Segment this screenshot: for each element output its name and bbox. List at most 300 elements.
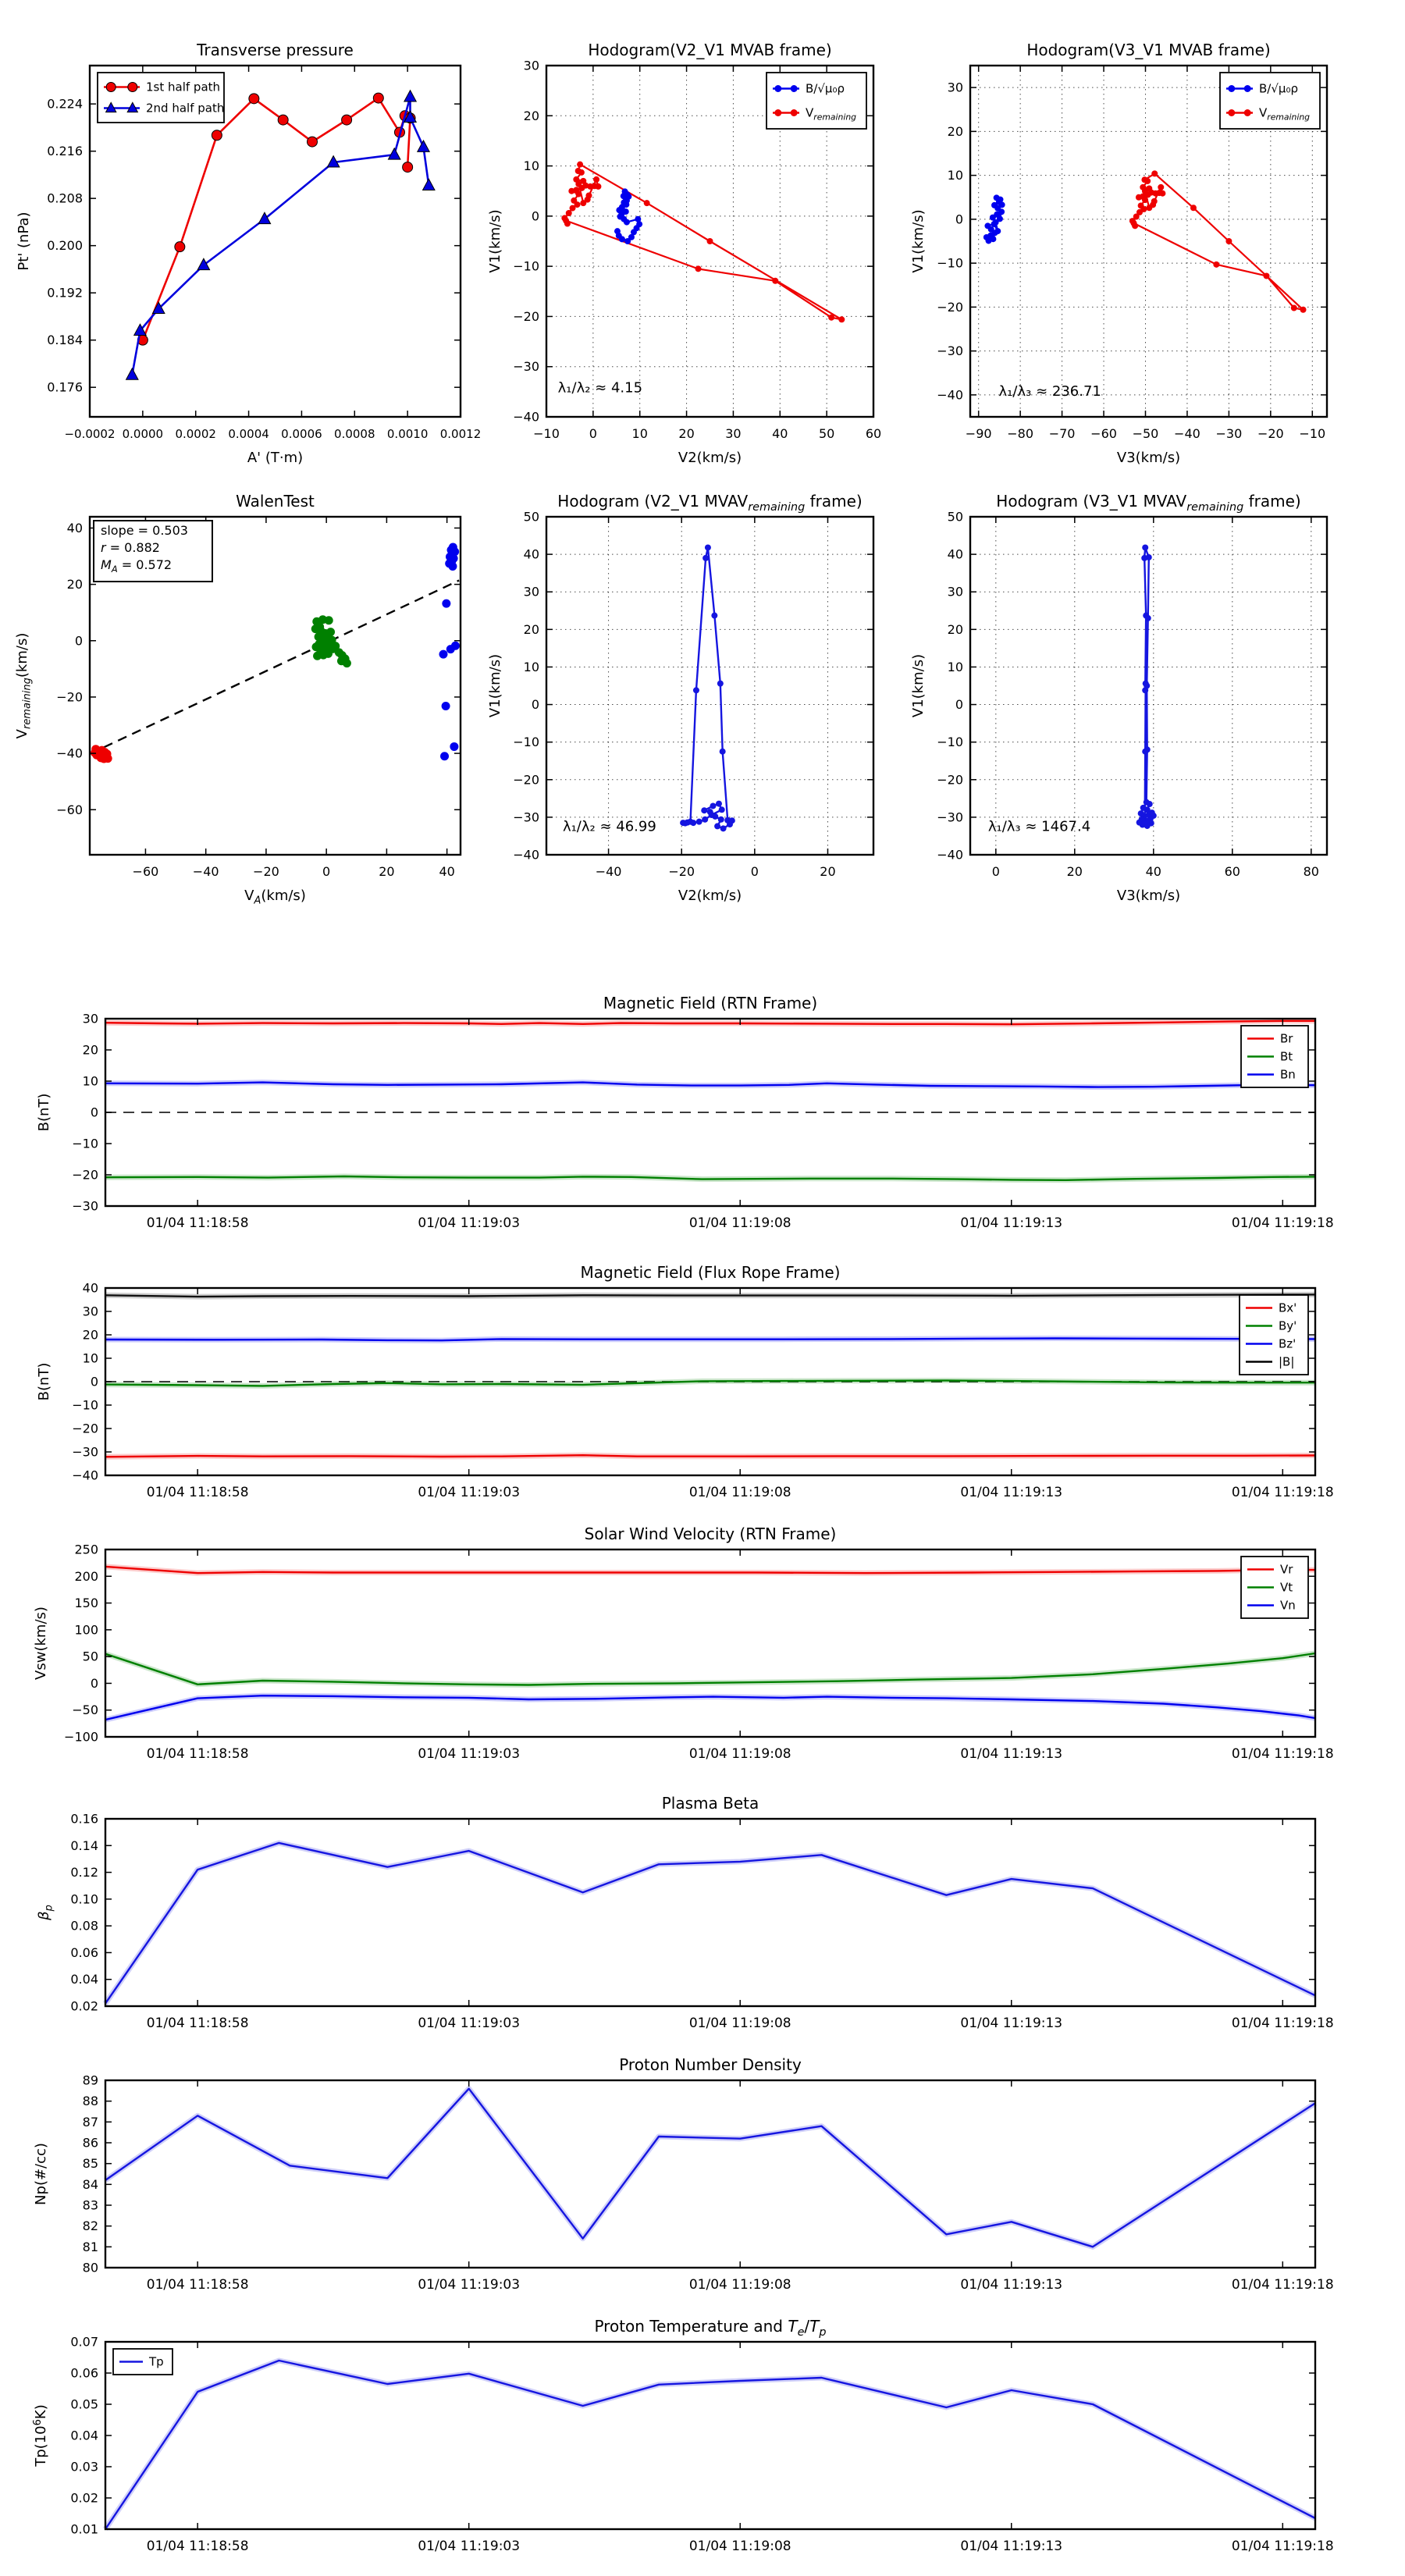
y-tick-label: 200: [74, 1568, 98, 1584]
series-last-cluster: [439, 543, 459, 760]
x-tick-label: 01/04 11:18:58: [146, 2016, 249, 2031]
y-tick-label: 10: [82, 1350, 98, 1366]
series-line: [143, 98, 411, 340]
circle-marker: [104, 754, 112, 763]
circle-marker: [711, 613, 717, 619]
circle-marker: [1146, 186, 1152, 192]
x-tick-label: 01/04 11:19:18: [1231, 1215, 1334, 1231]
x-tick-label: −90: [965, 426, 992, 441]
chart-b_fr: [36, 1263, 1334, 1500]
x-tick-label: −30: [1215, 426, 1243, 441]
circle-marker: [614, 228, 621, 234]
circle-marker: [624, 238, 631, 244]
series-proton-density: [105, 2089, 1315, 2247]
x-tick-label: 60: [865, 426, 882, 441]
circle-marker: [999, 201, 1005, 208]
circle-marker: [342, 115, 352, 125]
y-tick-label: 0.10: [70, 1891, 98, 1907]
circle-marker: [702, 555, 709, 561]
y-tick-label: 0.184: [47, 333, 83, 348]
y-tick-label: 150: [74, 1596, 98, 1611]
circle-marker: [1142, 544, 1148, 550]
x-axis-label: A' (T·m): [247, 450, 304, 466]
y-tick-label: 85: [82, 2156, 98, 2172]
series-Bz-prime: [105, 1339, 1315, 1341]
chart-title: Magnetic Field (Flux Rope Frame): [580, 1263, 841, 1282]
series-first-half: [137, 93, 415, 345]
circle-marker: [439, 650, 447, 659]
y-tick-label: 0: [90, 1675, 98, 1691]
y-tick-label: 86: [82, 2135, 98, 2151]
x-tick-label: 40: [1145, 864, 1161, 879]
circle-marker: [448, 562, 457, 571]
circle-marker: [577, 162, 583, 168]
y-tick-label: −10: [72, 1136, 98, 1151]
circle-marker: [1138, 202, 1144, 208]
chart-vsw: [33, 1525, 1334, 1762]
chart-hod2: [487, 41, 881, 466]
x-tick-label: 0.0008: [334, 427, 375, 441]
series-line: [683, 548, 732, 829]
y-axis-label: $V_{remaining}(km/s)$: [14, 632, 34, 739]
circle-marker: [1291, 305, 1297, 311]
series-hodogram-path: [680, 544, 735, 831]
circle-marker: [693, 687, 699, 693]
circle-marker: [1263, 272, 1269, 279]
circle-marker: [791, 109, 798, 116]
x-axis: [147, 2080, 1334, 2293]
circle-marker: [1141, 821, 1147, 827]
x-tick-label: 01/04 11:19:18: [1231, 2016, 1334, 2031]
x-tick-label: −0.0002: [64, 427, 116, 441]
x-axis-label: V2(km/s): [678, 888, 742, 904]
chart-title: Magnetic Field (RTN Frame): [603, 994, 818, 1012]
y-tick-label: 0: [74, 633, 83, 649]
y-tick-label: −30: [937, 343, 963, 359]
series-Vt: [105, 1653, 1315, 1685]
x-tick-label: 01/04 11:19:08: [688, 2016, 791, 2031]
circle-marker: [1131, 220, 1137, 226]
x-tick-label: 0: [750, 864, 759, 879]
y-axis-label: Pt' (nPa): [16, 212, 32, 271]
legend: [98, 73, 224, 123]
y-axis-label: Np(#/cc): [33, 2143, 49, 2205]
y-tick-label: 30: [82, 1304, 98, 1319]
y-axis-label: V1(km/s): [910, 209, 927, 273]
circle-marker: [308, 137, 318, 147]
y-tick-label: −20: [513, 308, 539, 324]
circle-marker: [593, 176, 599, 183]
x-tick-label: 01/04 11:19:08: [688, 1746, 791, 1762]
y-tick-label: 0: [955, 212, 963, 227]
circle-marker: [128, 83, 137, 92]
x-axis: [147, 2342, 1334, 2554]
circle-marker: [1213, 262, 1219, 268]
circle-marker: [566, 210, 572, 216]
circle-marker: [249, 94, 259, 104]
legend-label: Bx': [1279, 1300, 1297, 1315]
x-tick-label: 40: [439, 864, 455, 879]
y-tick-label: 0.04: [70, 1972, 98, 1987]
x-tick-label: −20: [1257, 426, 1284, 441]
y-tick-label: 40: [66, 520, 83, 535]
circle-marker: [442, 702, 450, 710]
y-tick-label: 30: [82, 1011, 98, 1026]
x-tick-label: 20: [678, 426, 695, 441]
y-tick-label: 10: [82, 1073, 98, 1089]
circle-marker: [994, 194, 1000, 201]
y-tick-label: −20: [72, 1421, 98, 1436]
circle-marker: [791, 85, 798, 92]
y-tick-label: 20: [82, 1327, 98, 1343]
x-tick-label: −20: [253, 864, 279, 879]
y-tick-label: 100: [74, 1622, 98, 1638]
y-axis: [513, 510, 873, 863]
y-tick-label: −40: [72, 1468, 98, 1483]
circle-marker: [580, 178, 586, 184]
chart-walen: [14, 492, 461, 907]
stats-line: r = 0.882: [101, 540, 160, 555]
circle-marker: [828, 315, 834, 321]
x-tick-label: 01/04 11:19:18: [1231, 2277, 1334, 2293]
circle-marker: [774, 85, 781, 92]
x-tick-label: 01/04 11:19:13: [960, 1215, 1063, 1231]
series-Br: [105, 1021, 1315, 1024]
y-tick-label: 20: [523, 621, 539, 637]
triangle-marker: [423, 179, 435, 190]
y-tick-label: −10: [513, 258, 539, 274]
y-tick-label: −40: [56, 745, 83, 761]
y-tick-label: 50: [523, 509, 539, 525]
legend-label: Bt: [1280, 1049, 1293, 1064]
series-Vr: [105, 1567, 1315, 1573]
y-tick-label: 40: [82, 1280, 98, 1296]
circle-marker: [1145, 615, 1151, 621]
y-axis: [70, 1812, 1315, 2014]
circle-marker: [707, 238, 713, 244]
x-tick-label: 01/04 11:19:18: [1231, 1746, 1334, 1762]
line-glow: [105, 1843, 1315, 2004]
y-tick-label: 250: [74, 1542, 98, 1557]
circle-marker: [575, 168, 582, 174]
x-axis-label: $V_A(km/s)$: [244, 888, 306, 907]
circle-marker: [705, 544, 711, 550]
y-tick-label: −40: [513, 409, 539, 425]
lambda-annotation: λ₁/λ₃ ≈ 1467.4: [987, 818, 1091, 835]
circle-marker: [595, 183, 601, 190]
y-tick-label: 87: [82, 2114, 98, 2129]
y-tick-label: −30: [72, 1198, 98, 1214]
x-tick-label: 0.0012: [439, 427, 482, 441]
circle-marker: [278, 115, 288, 125]
series-Bn: [105, 1083, 1315, 1087]
y-tick-label: 30: [523, 584, 539, 600]
y-tick-label: 10: [523, 158, 539, 174]
circle-marker: [727, 821, 733, 827]
circle-marker: [1151, 170, 1158, 176]
legend-label: Bz': [1279, 1336, 1297, 1351]
x-tick-label: 40: [772, 426, 788, 441]
y-tick-label: 20: [66, 577, 83, 592]
circle-marker: [696, 819, 702, 825]
x-tick-label: 01/04 11:18:58: [146, 2277, 249, 2293]
circle-marker: [716, 801, 722, 807]
y-tick-label: 0.176: [47, 379, 83, 395]
y-tick-label: 83: [82, 2197, 98, 2213]
x-tick-label: −40: [192, 864, 219, 879]
chart-title: Transverse pressure: [197, 41, 354, 59]
y-tick-label: 20: [947, 621, 963, 637]
legend: [1241, 1557, 1308, 1618]
y-tick-label: 0.02: [70, 1998, 98, 2014]
x-tick-label: 20: [379, 864, 395, 879]
circle-marker: [644, 200, 650, 206]
circle-marker: [325, 616, 333, 624]
circle-marker: [994, 228, 1001, 234]
y-tick-label: 20: [947, 123, 963, 139]
lambda-annotation: λ₁/λ₃ ≈ 236.71: [998, 383, 1101, 400]
legend: [767, 73, 866, 129]
y-tick-label: −20: [72, 1167, 98, 1183]
y-tick-label: 0: [90, 1374, 98, 1389]
x-tick-label: 01/04 11:19:08: [688, 1215, 791, 1231]
x-tick-label: 01/04 11:19:03: [418, 1485, 521, 1500]
x-tick-label: −10: [1299, 426, 1326, 441]
circle-marker: [702, 817, 708, 823]
triangle-marker: [126, 368, 138, 379]
circle-marker: [1159, 190, 1165, 197]
circle-marker: [440, 752, 449, 760]
y-tick-label: 10: [947, 659, 963, 674]
x-tick-label: 01/04 11:18:58: [146, 2539, 249, 2554]
y-tick-label: 0.192: [47, 285, 83, 301]
legend-label: By': [1279, 1318, 1297, 1333]
circle-marker: [450, 742, 458, 751]
circle-marker: [1146, 554, 1152, 560]
series-line: [105, 1455, 1315, 1457]
circle-marker: [573, 187, 579, 193]
legend-label: Bn: [1280, 1067, 1296, 1082]
chart-beta: [36, 1794, 1334, 2031]
y-axis-label: $Tp(10^6K)$: [31, 2404, 49, 2467]
circle-marker: [719, 806, 725, 813]
legend-label: Vn: [1280, 1598, 1296, 1613]
x-tick-label: 01/04 11:18:58: [146, 1746, 249, 1762]
y-tick-label: 0.216: [47, 144, 83, 159]
chart-title: WalenTest: [236, 492, 315, 511]
y-tick-label: −10: [72, 1397, 98, 1413]
y-tick-label: 40: [947, 546, 963, 562]
circle-marker: [98, 746, 106, 755]
y-tick-label: 84: [82, 2176, 98, 2192]
circle-marker: [331, 642, 340, 650]
y-axis-label: Vsw(km/s): [33, 1606, 49, 1680]
chart-title: Proton Number Density: [619, 2055, 802, 2074]
y-tick-label: −30: [513, 359, 539, 375]
y-tick-label: 0.06: [70, 1944, 98, 1960]
circle-marker: [175, 242, 185, 252]
y-tick-label: −20: [513, 772, 539, 788]
y-tick-label: 0.200: [47, 238, 83, 254]
circle-marker: [774, 109, 781, 116]
legend-label: 2nd half path: [146, 101, 225, 116]
circle-marker: [1190, 205, 1197, 211]
x-tick-label: 01/04 11:19:13: [960, 1485, 1063, 1500]
x-tick-label: 01/04 11:19:13: [960, 2539, 1063, 2554]
legend-label: Tp: [149, 2354, 164, 2369]
circle-marker: [714, 823, 720, 829]
y-tick-label: 0.12: [70, 1865, 98, 1880]
y-tick-label: 40: [523, 546, 539, 562]
y-tick-label: 10: [947, 168, 963, 183]
axes-frame: [105, 2080, 1315, 2268]
series-Vn: [105, 1695, 1315, 1720]
y-axis-label: V1(km/s): [487, 209, 503, 273]
x-tick-label: 30: [725, 426, 742, 441]
axes-frame: [105, 1550, 1315, 1737]
legend-label: |B|: [1279, 1354, 1295, 1369]
y-tick-label: 30: [523, 58, 539, 73]
circle-marker: [343, 659, 351, 667]
legend-label: Br: [1280, 1031, 1293, 1046]
chart-pressure: [16, 41, 481, 466]
legend-label: Vr: [1280, 1562, 1293, 1577]
chart-title: Hodogram (V3_V1 $MVAV_{remaining}$ frame): [996, 492, 1301, 514]
circle-marker: [710, 802, 716, 809]
y-tick-label: 0.14: [70, 1838, 98, 1853]
chart-hod5: [487, 492, 873, 904]
y-tick-label: 89: [82, 2073, 98, 2088]
legend: [1241, 1026, 1308, 1087]
legend-label: B/√μ₀ρ: [806, 81, 845, 96]
circle-marker: [720, 825, 727, 831]
x-tick-label: 20: [820, 864, 836, 879]
y-tick-label: 0: [955, 697, 963, 713]
circle-marker: [990, 236, 996, 242]
y-tick-label: 0.16: [70, 1811, 98, 1827]
y-tick-label: 80: [82, 2260, 98, 2275]
x-tick-label: 0: [991, 864, 1000, 879]
circle-marker: [1144, 746, 1151, 753]
x-tick-label: 01/04 11:18:58: [146, 1215, 249, 1231]
y-tick-label: 0.01: [70, 2521, 98, 2537]
y-tick-label: 30: [947, 80, 963, 95]
y-tick-label: 0.03: [70, 2459, 98, 2475]
x-axis-label: V3(km/s): [1116, 888, 1181, 904]
x-tick-label: −10: [533, 426, 560, 441]
legend-label: B/√μ₀ρ: [1259, 81, 1298, 96]
circle-marker: [1140, 184, 1146, 190]
circle-marker: [373, 93, 383, 103]
legend-label: $V_{remaining}$: [1259, 105, 1311, 123]
series-middle-cluster: [311, 615, 351, 667]
y-tick-label: −20: [937, 772, 963, 788]
triangle-marker: [404, 91, 416, 101]
circle-marker: [446, 645, 455, 653]
y-tick-label: 0.208: [47, 190, 83, 206]
y-tick-label: −40: [937, 387, 963, 403]
circle-marker: [1228, 109, 1235, 116]
x-tick-label: 0.0000: [122, 427, 164, 441]
x-tick-label: 50: [818, 426, 835, 441]
x-tick-label: 01/04 11:19:08: [688, 2539, 791, 2554]
y-tick-label: −30: [937, 809, 963, 825]
chart-hod6: [910, 492, 1327, 904]
x-tick-label: 0: [322, 864, 331, 879]
y-tick-label: 0.05: [70, 2396, 98, 2412]
series-proton-temperature: [105, 2361, 1315, 2529]
triangle-marker: [197, 258, 209, 269]
circle-marker: [701, 807, 707, 813]
y-tick-label: −100: [64, 1729, 98, 1745]
x-tick-label: 20: [1066, 864, 1083, 879]
y-tick-label: 0.06: [70, 2365, 98, 2381]
y-tick-label: −60: [56, 802, 83, 817]
y-tick-label: −20: [937, 299, 963, 315]
y-tick-label: −10: [937, 255, 963, 271]
circle-marker: [1147, 801, 1153, 807]
x-tick-label: 01/04 11:19:18: [1231, 1485, 1334, 1500]
circle-marker: [695, 265, 702, 272]
chart-title: Hodogram(V2_V1 MVAB frame): [588, 41, 832, 59]
x-tick-label: 10: [631, 426, 648, 441]
x-tick-label: −70: [1048, 426, 1076, 441]
x-axis: [147, 1550, 1334, 1762]
y-tick-label: −10: [513, 735, 539, 750]
circle-marker: [1225, 238, 1232, 244]
y-tick-label: −30: [513, 809, 539, 825]
x-tick-label: 80: [1303, 864, 1319, 879]
legend: [113, 2349, 173, 2375]
x-tick-label: 01/04 11:19:13: [960, 2277, 1063, 2293]
x-tick-label: 60: [1224, 864, 1240, 879]
series-line: [90, 581, 459, 754]
series-B-alfven: [984, 194, 1005, 244]
circle-marker: [403, 162, 413, 173]
series-V-remaining: [561, 162, 845, 323]
x-tick-label: −60: [132, 864, 159, 879]
x-tick-label: −60: [1090, 426, 1117, 441]
y-axis: [83, 2073, 1315, 2275]
legend: [1220, 73, 1320, 129]
legend-label: 1st half path: [146, 80, 221, 94]
circle-marker: [442, 600, 450, 608]
y-tick-label: 10: [523, 659, 539, 674]
y-tick-label: −20: [56, 689, 83, 705]
circle-marker: [709, 812, 715, 818]
chart-title: Hodogram(V3_V1 MVAB frame): [1026, 41, 1271, 59]
circle-marker: [1141, 176, 1147, 183]
series-Bt: [105, 1176, 1315, 1180]
circle-marker: [682, 820, 688, 827]
y-tick-label: 20: [82, 1042, 98, 1058]
chart-tp: [32, 2317, 1334, 2554]
y-tick-label: 50: [947, 509, 963, 525]
series-second-half: [126, 91, 435, 380]
y-tick-label: 30: [947, 584, 963, 600]
y-axis: [70, 2335, 1315, 2537]
x-tick-label: −20: [668, 864, 695, 879]
circle-marker: [573, 176, 579, 183]
x-tick-label: 0: [589, 426, 597, 441]
circle-marker: [1300, 307, 1307, 313]
circle-marker: [571, 197, 577, 204]
series-line: [132, 97, 429, 375]
circle-marker: [1228, 85, 1235, 92]
circle-marker: [212, 130, 222, 141]
x-tick-label: 01/04 11:19:08: [688, 1485, 791, 1500]
x-tick-label: 01/04 11:19:03: [418, 1746, 521, 1762]
